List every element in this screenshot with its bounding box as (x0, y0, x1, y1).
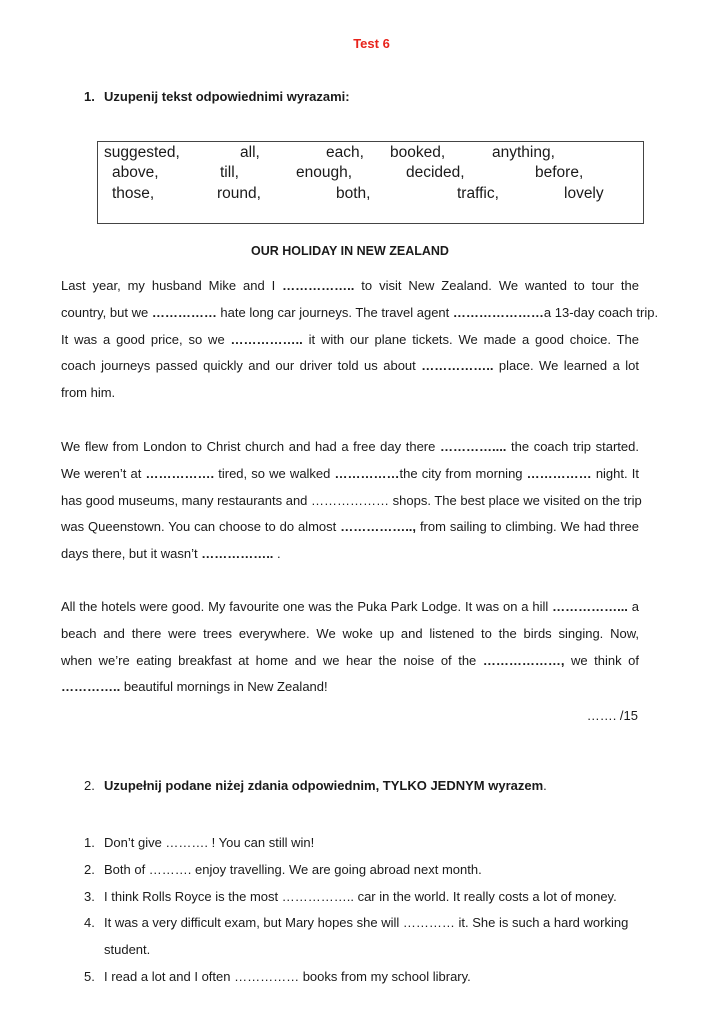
word-bank-item: those, (112, 185, 155, 202)
gap-blank[interactable]: ………….. (61, 679, 121, 695)
gap-blank[interactable]: …………… (334, 465, 400, 481)
word-bank-box (97, 141, 644, 224)
gap-blank[interactable]: ………….... (439, 439, 507, 454)
word-bank-item: both, (336, 185, 371, 202)
task2-instruction: Uzupełnij podane niżej zdania odpowiednim, TYLKO JEDNYM wyrazem (104, 778, 544, 793)
word-bank-item: lovely (564, 185, 604, 202)
list-item: 2. Both of ………. enjoy travelling. We are going abroad next month. (84, 861, 482, 877)
word-bank-item: till, (220, 164, 239, 181)
word-bank-item: traffic, (457, 185, 499, 202)
task2-sentence-list (84, 830, 644, 991)
story-paragraph-1 (61, 273, 659, 407)
story-title: OUR HOLIDAY IN NEW ZEALAND (251, 244, 449, 258)
gap-blank[interactable]: ………………, (482, 652, 565, 668)
gap-blank[interactable]: …………….. (282, 278, 355, 293)
story-paragraph-3 (61, 594, 639, 701)
gap-blank[interactable]: …………….. (421, 358, 494, 374)
list-item: 4. It was a very difficult exam, but Mary hopes she will ………… it. She is such a hard working student. (84, 915, 629, 958)
gap-blank[interactable]: …………….. (201, 546, 274, 562)
paragraph-line: from him. (61, 385, 116, 401)
word-bank-item: enough, (296, 164, 353, 181)
story-paragraph-2 (61, 434, 642, 568)
paragraph-line: has good museums, many restaurants and ……………… shops. The best place we visited on the trip (61, 492, 642, 508)
task2-heading: 2. Uzupełnij podane niżej zdania odpowiednim, TYLKO JEDNYM wyrazem. (84, 778, 547, 793)
paragraph-line: beach and there were trees everywhere. We woke up and listened to the birds singing. Now, (61, 625, 639, 641)
list-item: 3. I think Rolls Royce is the most …………….. car in the world. It really costs a lot of money. (84, 888, 617, 904)
paragraph-line: We flew from London to Christ church and had a free day there ………….... the coach trip started. (61, 439, 639, 454)
word-bank-item: decided, (406, 164, 465, 181)
paragraph-line: when we’re eating breakfast at home and we hear the noise of the ………………, we think of (61, 652, 639, 668)
list-item: 1. Don’t give ………. ! You can still win! (84, 835, 315, 850)
word-bank-item: above, (112, 164, 159, 181)
paragraph-line: ………….. beautiful mornings in New Zealand! (61, 679, 328, 695)
task1-heading (84, 89, 350, 104)
score-field: ……. /15 (586, 708, 638, 723)
list-item: 5. I read a lot and I often …………… books from my school library. (84, 968, 471, 984)
gap-blank[interactable]: ………………… (452, 304, 544, 320)
word-bank-item: booked, (390, 144, 446, 161)
paragraph-line: coach journeys passed quickly and our driver told us about …………….. place. We learned a lot (61, 358, 639, 374)
sentence-text: I think Rolls Royce is the most …………….. car in the world. It really costs a lot of money. (104, 888, 617, 904)
word-bank-item: suggested, (104, 144, 180, 161)
gap-blank[interactable]: ……………... (552, 599, 628, 614)
gap-blank[interactable]: …………….., (340, 519, 417, 535)
paragraph-line: country, but we …………… hate long car journeys. The travel agent …………………a 13-day coach trip. (61, 304, 659, 320)
paragraph-line: All the hotels were good. My favourite one was the Puka Park Lodge. It was on a hill ……………... a (61, 599, 639, 614)
paragraph-line: We weren’t at ……………. tired, so we walked ……………the city from morning …………… night. It (61, 465, 639, 481)
sentence-text: Both of ………. enjoy travelling. We are going abroad next month. (104, 861, 482, 877)
paragraph-line: days there, but it wasn’t …………….. . (61, 546, 281, 562)
word-bank-item: before, (535, 164, 584, 181)
test-title: Test 6 (353, 36, 390, 51)
gap-blank[interactable]: …………… (151, 304, 217, 320)
task1-number: 1. (84, 89, 95, 104)
sentence-text: I read a lot and I often …………… books from my school library. (104, 968, 471, 984)
word-bank-item: each, (326, 144, 364, 161)
word-bank-item: round, (217, 185, 261, 202)
sentence-text: It was a very difficult exam, but Mary hopes she will ………… it. She is such a hard working student. (104, 915, 629, 958)
paragraph-line: Last year, my husband Mike and I …………….. to visit New Zealand. We wanted to tour the (61, 278, 639, 293)
gap-blank[interactable]: …………….. (230, 331, 303, 347)
task1-instruction: Uzupenij tekst odpowiednimi wyrazami: (104, 89, 350, 104)
gap-blank[interactable]: ……………. (145, 465, 215, 481)
gap-blank[interactable]: ……………… (311, 492, 390, 508)
word-bank-item: anything, (492, 144, 555, 161)
gap-blank[interactable]: …………… (526, 465, 592, 481)
task2-number: 2. (84, 778, 95, 793)
sentence-text: Don’t give ………. ! You can still win! (104, 835, 315, 850)
paragraph-line: It was a good price, so we …………….. it with our plane tickets. We made a good choice. The (61, 331, 639, 347)
paragraph-line: was Queenstown. You can choose to do almost …………….., from sailing to climbing. We had three (61, 519, 639, 535)
word-bank-item: all, (240, 144, 260, 161)
